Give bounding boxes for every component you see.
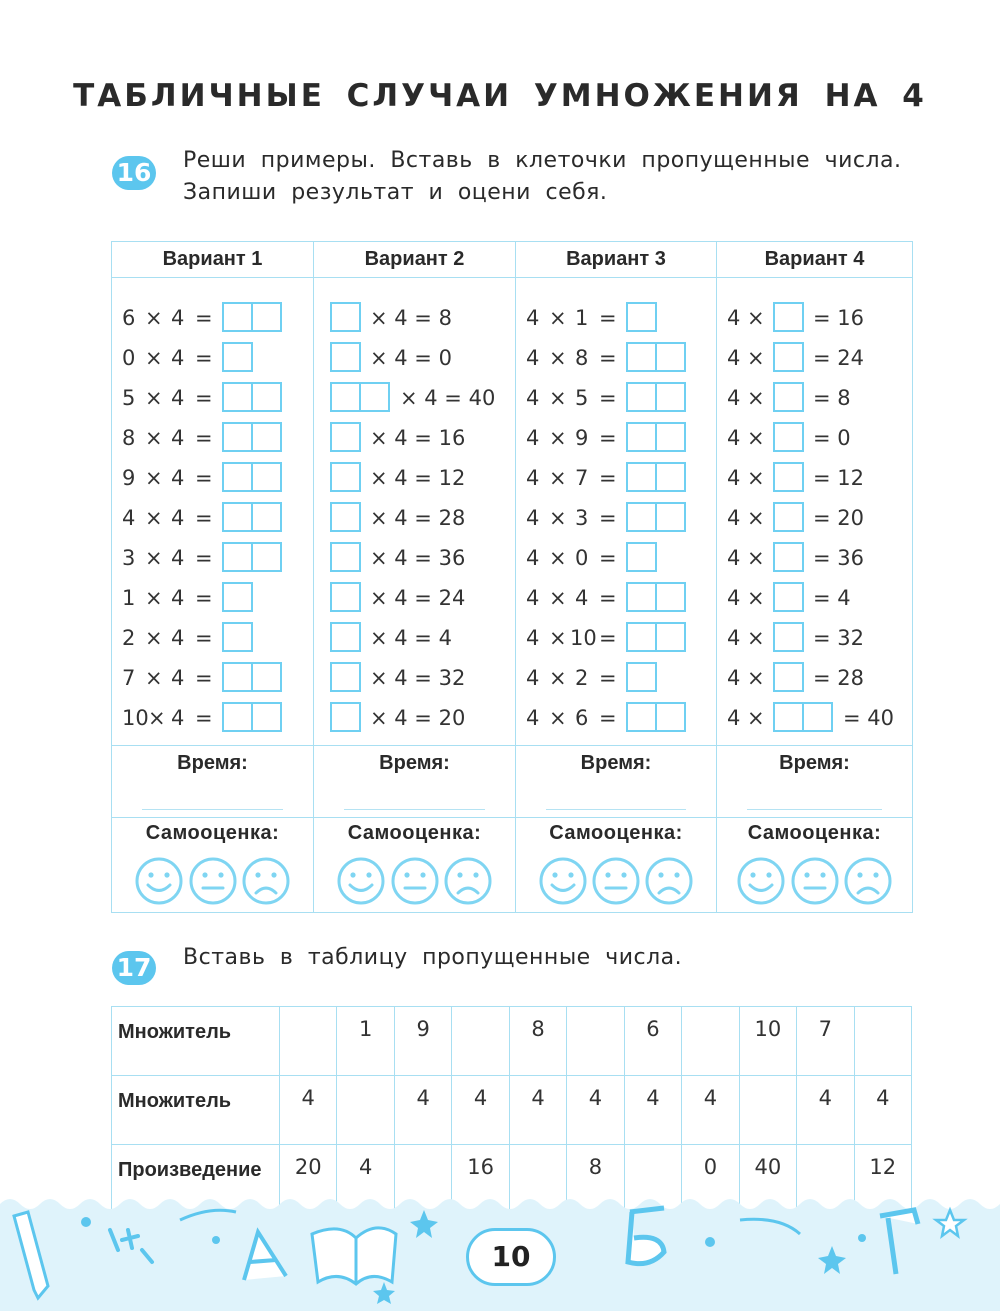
answer-cell[interactable] [682, 1007, 739, 1076]
table-cell: 12 [854, 1145, 911, 1214]
expression-row [330, 502, 510, 534]
expression-row [122, 542, 307, 574]
expression-part: 1 [575, 306, 589, 330]
expression-part: 9 [122, 466, 136, 490]
time-label: Время: [177, 752, 248, 774]
expression-part: = 8 [813, 386, 851, 410]
expression-row [727, 422, 907, 454]
expression-part: 4 × [727, 546, 765, 570]
time-input-line[interactable] [747, 809, 882, 810]
expression-row [330, 582, 510, 614]
self-assessment-faces [314, 856, 515, 908]
expression-row [526, 622, 711, 654]
expression-row [122, 662, 307, 694]
answer-box[interactable] [773, 582, 804, 612]
expression-part: 4 [575, 586, 589, 610]
expression-part: 4 [171, 346, 185, 370]
answer-box[interactable] [773, 422, 804, 452]
answer-box[interactable] [330, 462, 361, 492]
expression-part: 2 [122, 626, 136, 650]
answer-box[interactable] [626, 462, 686, 492]
expression-row [727, 502, 907, 534]
answer-box[interactable] [222, 662, 282, 692]
expression-row [526, 422, 711, 454]
table-row [112, 1007, 912, 1076]
expression-part: = [195, 706, 213, 730]
sad-face-icon[interactable] [241, 856, 291, 906]
expression-part: × [549, 666, 567, 690]
expression-part: × 4 = 20 [370, 706, 466, 730]
task-17-number: 17 [112, 951, 156, 985]
answer-box[interactable] [773, 462, 804, 492]
multiplication-table [111, 1006, 912, 1214]
answer-box[interactable] [330, 662, 361, 692]
expression-row [727, 462, 907, 494]
answer-box[interactable] [222, 622, 253, 652]
answer-box[interactable] [222, 702, 282, 732]
answer-box[interactable] [626, 422, 686, 452]
expression-part: × [145, 586, 163, 610]
expression-part: = [195, 346, 213, 370]
expression-part: × 4 = 32 [370, 666, 466, 690]
expression-row [727, 622, 907, 654]
variant-3-header: Вариант 3 [566, 248, 666, 270]
expression-part: 4 [526, 586, 540, 610]
expression-part: = 36 [813, 546, 864, 570]
expression-part: 4 [171, 626, 185, 650]
answer-box[interactable] [330, 622, 361, 652]
expression-part: = 16 [813, 306, 864, 330]
expression-part: = [195, 306, 213, 330]
expression-part: 0 [122, 346, 136, 370]
expression-part: 4 [171, 586, 185, 610]
expression-row [330, 342, 510, 374]
expression-part: × [549, 306, 567, 330]
happy-face-icon[interactable] [538, 856, 588, 906]
expression-part: 6 [122, 306, 136, 330]
table-cell: 16 [452, 1145, 509, 1214]
expression-part: 4 [526, 666, 540, 690]
expression-row [330, 622, 510, 654]
self-assessment-faces [112, 856, 313, 908]
answer-box[interactable] [773, 662, 804, 692]
expression-part: 7 [575, 466, 589, 490]
expression-row [727, 382, 907, 414]
expression-part: × [549, 466, 567, 490]
expression-part: = 12 [813, 466, 864, 490]
self-assessment-label: Самооценка: [145, 822, 280, 844]
row-label: Множитель [112, 1076, 280, 1145]
book-icon [312, 1228, 396, 1284]
expression-part: × [549, 346, 567, 370]
answer-cell[interactable] [280, 1007, 337, 1076]
expression-part: × [145, 306, 163, 330]
table-cell: 4 [624, 1076, 681, 1145]
expression-part: 4 × [727, 386, 765, 410]
neutral-face-icon[interactable] [390, 856, 440, 906]
page-number: 10 [466, 1228, 556, 1286]
answer-box[interactable] [626, 622, 686, 652]
answer-box[interactable] [773, 542, 804, 572]
expression-part: = [599, 546, 617, 570]
expression-part: = 4 [813, 586, 851, 610]
answer-box[interactable] [222, 462, 282, 492]
task-16-number: 16 [112, 156, 156, 190]
task-16-instruction-2: Запиши результат и оцени себя. [183, 180, 608, 205]
expression-part: 4 [171, 546, 185, 570]
expression-part: × 4 = 0 [370, 346, 452, 370]
row-label: Произведение [112, 1145, 280, 1214]
answer-box[interactable] [330, 502, 361, 532]
expression-row [122, 342, 307, 374]
expression-part: = 28 [813, 666, 864, 690]
expression-part: = 24 [813, 346, 864, 370]
expression-part: × [145, 546, 163, 570]
self-assessment-label: Самооценка: [549, 822, 683, 844]
expression-part: 4 [526, 626, 540, 650]
expression-row [330, 422, 510, 454]
table-cell: 8 [567, 1145, 624, 1214]
table-cell: 20 [280, 1145, 337, 1214]
sad-face-icon[interactable] [843, 856, 893, 906]
expression-row [330, 462, 510, 494]
expression-part: 4 × [727, 506, 765, 530]
expression-part: × [145, 506, 163, 530]
expression-part: × 4 = 4 [370, 626, 452, 650]
table-cell: 6 [624, 1007, 681, 1076]
answer-box[interactable] [773, 502, 804, 532]
answer-cell[interactable] [854, 1007, 911, 1076]
happy-face-icon[interactable] [336, 856, 386, 906]
variant-1-header: Вариант 1 [162, 248, 263, 270]
answer-box[interactable] [773, 382, 804, 412]
expression-row [330, 302, 510, 334]
expression-part: 4 [171, 466, 185, 490]
expression-part: 4 × [727, 586, 765, 610]
expression-row [122, 382, 307, 414]
expression-part: = 32 [813, 626, 864, 650]
expression-part: = [195, 586, 213, 610]
expression-part: 4 × [727, 466, 765, 490]
expression-row [727, 342, 907, 374]
expression-part: 4 [171, 426, 185, 450]
expression-part: = [195, 506, 213, 530]
expression-part: × 4 = 28 [370, 506, 466, 530]
expression-part: = [599, 506, 617, 530]
sad-face-icon[interactable] [644, 856, 694, 906]
expression-part: × [145, 466, 163, 490]
table-cell: 4 [682, 1076, 739, 1145]
expression-row [122, 702, 307, 734]
expression-row [526, 582, 711, 614]
expression-part: × [549, 386, 567, 410]
expression-row [727, 662, 907, 694]
expression-part: 10 [570, 626, 597, 650]
expression-part: 4 [526, 426, 540, 450]
answer-box[interactable] [626, 662, 657, 692]
time-input-line[interactable] [344, 809, 485, 810]
variant-3 [516, 242, 716, 912]
answer-box[interactable] [330, 582, 361, 612]
task-17-instruction: Вставь в таблицу пропущенные числа. [183, 945, 683, 970]
expression-part: × [145, 426, 163, 450]
expression-part: × 4 = 40 [400, 386, 496, 410]
table-cell: 4 [280, 1076, 337, 1145]
expression-part: 4 [171, 386, 185, 410]
answer-cell[interactable] [567, 1007, 624, 1076]
expression-row [122, 302, 307, 334]
table-cell: 4 [452, 1076, 509, 1145]
expression-part: = [195, 426, 213, 450]
variant-4-header: Вариант 4 [764, 248, 865, 270]
expression-part: 5 [122, 386, 136, 410]
variant-1 [112, 242, 313, 912]
expression-part: × [549, 426, 567, 450]
expression-part: = [195, 546, 213, 570]
answer-box[interactable] [222, 502, 282, 532]
expression-part: 4 [526, 466, 540, 490]
table-cell: 4 [567, 1076, 624, 1145]
expression-part: = 20 [813, 506, 864, 530]
expression-row [526, 502, 711, 534]
expression-part: × [549, 626, 567, 650]
expression-row [330, 662, 510, 694]
answer-box[interactable] [773, 622, 804, 652]
variant-2 [314, 242, 515, 912]
self-assessment-label: Самооценка: [747, 822, 882, 844]
answer-box[interactable] [222, 542, 282, 572]
table-cell: 10 [739, 1007, 796, 1076]
answer-box[interactable] [626, 542, 657, 572]
expression-row [122, 582, 307, 614]
time-input-line[interactable] [142, 809, 283, 810]
expression-part: 9 [575, 426, 589, 450]
table-cell: 9 [394, 1007, 451, 1076]
table-cell: 4 [797, 1076, 854, 1145]
expression-part: 4 [526, 306, 540, 330]
table-cell: 4 [509, 1076, 566, 1145]
expression-row [526, 342, 711, 374]
page-title: ТАБЛИЧНЫЕ СЛУЧАИ УМНОЖЕНИЯ НА 4 [73, 78, 927, 114]
expression-part: = [599, 426, 617, 450]
answer-box[interactable] [330, 542, 361, 572]
expression-part: = [195, 466, 213, 490]
expression-row [122, 422, 307, 454]
happy-face-icon[interactable] [134, 856, 184, 906]
expression-part: = 0 [813, 426, 851, 450]
expression-part: = [195, 666, 213, 690]
answer-box[interactable] [222, 342, 253, 372]
answer-cell[interactable] [452, 1007, 509, 1076]
table-cell: 4 [854, 1076, 911, 1145]
expression-part: × [145, 346, 163, 370]
expression-part: 1 [122, 586, 136, 610]
happy-face-icon[interactable] [736, 856, 786, 906]
expression-part: × 4 = 24 [370, 586, 466, 610]
table-cell: 1 [337, 1007, 394, 1076]
row-label: Множитель [112, 1007, 280, 1076]
expression-part: 4 [526, 706, 540, 730]
expression-part: 6 [575, 706, 589, 730]
expression-row [122, 462, 307, 494]
expression-part: × 4 = 36 [370, 546, 466, 570]
expression-row [526, 662, 711, 694]
expression-part: 0 [575, 546, 589, 570]
expression-part: = [599, 706, 617, 730]
expression-part: × [549, 586, 567, 610]
variant-4 [717, 242, 912, 912]
answer-cell[interactable] [337, 1076, 394, 1145]
expression-part: 4 × [727, 706, 765, 730]
expression-part: 4 [526, 346, 540, 370]
expression-part: 4 × [727, 626, 765, 650]
expression-part: × [145, 386, 163, 410]
answer-box[interactable] [222, 382, 282, 412]
table-row [112, 1076, 912, 1145]
expression-part: 8 [575, 346, 589, 370]
answer-box[interactable] [773, 302, 804, 332]
self-assessment-faces [516, 856, 716, 908]
answer-box[interactable] [626, 582, 686, 612]
expression-part: 4 [122, 506, 136, 530]
answer-box[interactable] [222, 422, 282, 452]
expression-part: = [599, 586, 617, 610]
answer-box[interactable] [773, 342, 804, 372]
expression-part: 4 [171, 506, 185, 530]
neutral-face-icon[interactable] [188, 856, 238, 906]
expression-row [727, 542, 907, 574]
expression-part: = [195, 626, 213, 650]
expression-part: 4 × [727, 306, 765, 330]
table-cell: 8 [509, 1007, 566, 1076]
answer-box[interactable] [626, 342, 686, 372]
expression-part: 7 [122, 666, 136, 690]
expression-part: × 4 = 8 [370, 306, 452, 330]
expression-row [526, 542, 711, 574]
expression-part: 4 × [727, 346, 765, 370]
expression-row [122, 502, 307, 534]
expression-part: 2 [575, 666, 589, 690]
expression-part: × 4 = 12 [370, 466, 466, 490]
answer-box[interactable] [330, 382, 390, 412]
variant-2-header: Вариант 2 [364, 248, 465, 270]
expression-row [727, 302, 907, 334]
expression-part: 10 [122, 706, 149, 730]
time-label: Время: [379, 752, 450, 774]
table-cell: 4 [337, 1145, 394, 1214]
expression-part: 4 [526, 506, 540, 530]
variants-table [111, 241, 913, 913]
neutral-face-icon[interactable] [790, 856, 840, 906]
expression-part: = [599, 466, 617, 490]
expression-part: 4 [526, 386, 540, 410]
expression-part: = [599, 306, 617, 330]
table-cell: 0 [682, 1145, 739, 1214]
answer-cell[interactable] [739, 1076, 796, 1145]
neutral-face-icon[interactable] [591, 856, 641, 906]
expression-part: 3 [575, 506, 589, 530]
time-label: Время: [779, 752, 850, 774]
time-input-line[interactable] [546, 809, 686, 810]
expression-part: = [599, 626, 617, 650]
task-16-instruction-1: Реши примеры. Вставь в клеточки пропущенные числа. [183, 148, 902, 173]
expression-part: × [145, 666, 163, 690]
expression-row [122, 622, 307, 654]
expression-row [526, 462, 711, 494]
sad-face-icon[interactable] [443, 856, 493, 906]
expression-row [727, 702, 907, 734]
expression-part: 8 [122, 426, 136, 450]
expression-part: × [148, 706, 166, 730]
answer-box[interactable] [626, 702, 686, 732]
expression-row [330, 382, 510, 414]
expression-row [727, 582, 907, 614]
answer-box[interactable] [222, 302, 282, 332]
expression-row [526, 382, 711, 414]
self-assessment-faces [717, 856, 912, 908]
answer-box[interactable] [330, 342, 361, 372]
expression-part: 4 × [727, 426, 765, 450]
expression-part: = [599, 666, 617, 690]
expression-part: × [549, 706, 567, 730]
expression-part: × 4 = 16 [370, 426, 466, 450]
expression-part: = [195, 386, 213, 410]
answer-box[interactable] [626, 302, 657, 332]
answer-box[interactable] [330, 422, 361, 452]
expression-row [330, 542, 510, 574]
expression-row [526, 302, 711, 334]
expression-part: 4 [526, 546, 540, 570]
table-cell: 4 [394, 1076, 451, 1145]
expression-part: × [549, 546, 567, 570]
table-cell: 7 [797, 1007, 854, 1076]
answer-box[interactable] [773, 702, 833, 732]
answer-box[interactable] [626, 382, 686, 412]
expression-part: = [599, 346, 617, 370]
expression-part: = [599, 386, 617, 410]
expression-row [526, 702, 711, 734]
expression-part: 4 [171, 706, 185, 730]
expression-part: × [145, 626, 163, 650]
answer-box[interactable] [330, 302, 361, 332]
expression-part: = 40 [843, 706, 894, 730]
answer-box[interactable] [330, 702, 361, 732]
expression-part: 4 [171, 666, 185, 690]
self-assessment-label: Самооценка: [347, 822, 482, 844]
time-label: Время: [580, 752, 652, 774]
expression-part: 3 [122, 546, 136, 570]
answer-box[interactable] [626, 502, 686, 532]
expression-row [330, 702, 510, 734]
answer-box[interactable] [222, 582, 253, 612]
expression-part: 5 [575, 386, 589, 410]
expression-part: × [549, 506, 567, 530]
expression-part: 4 [171, 306, 185, 330]
table-cell: 40 [739, 1145, 796, 1214]
expression-part: 4 × [727, 666, 765, 690]
